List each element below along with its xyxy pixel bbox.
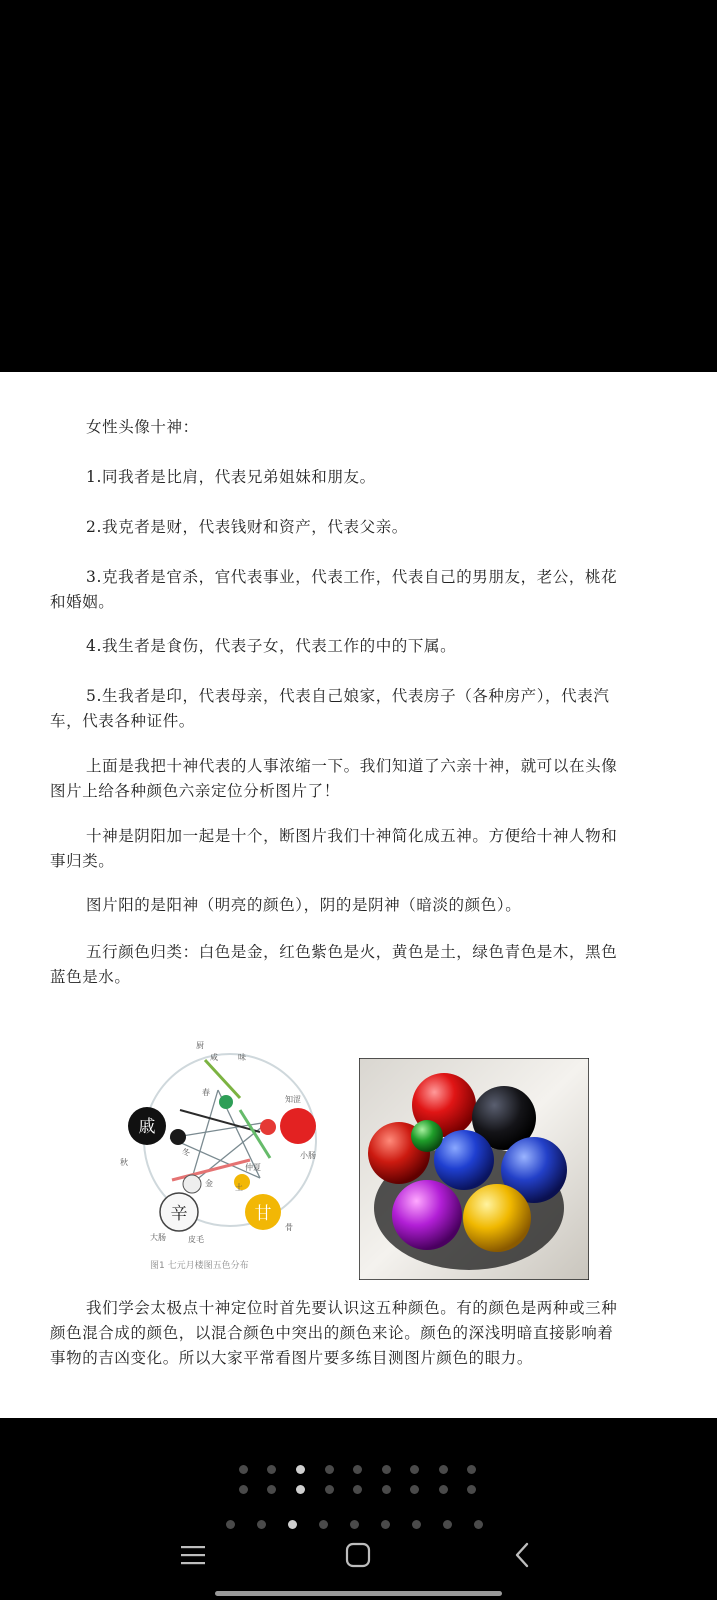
diagram-label: 土 bbox=[235, 1183, 243, 1192]
page-dot-active[interactable] bbox=[288, 1520, 297, 1529]
closing-line-3: 事物的吉凶变化。所以大家平常看图片要多练目测图片颜色的眼力。 bbox=[50, 1349, 534, 1367]
colored-balls-photo bbox=[359, 1058, 589, 1280]
diagram-label: 骨 bbox=[285, 1223, 293, 1232]
page-dot[interactable] bbox=[382, 1485, 391, 1494]
page-dot[interactable] bbox=[239, 1485, 248, 1494]
node-gold-label: 甘 bbox=[254, 1204, 272, 1224]
paragraph-4-line-2: 蓝色是水。 bbox=[50, 968, 131, 986]
diagram-label: 春 bbox=[202, 1088, 210, 1097]
page-dot[interactable] bbox=[410, 1485, 419, 1494]
diagram-label: 咸 bbox=[210, 1053, 218, 1062]
page-dot-active[interactable] bbox=[296, 1465, 305, 1474]
diagram-label: 厨 bbox=[196, 1041, 204, 1050]
diagram-label: 大肠 bbox=[150, 1233, 166, 1242]
page-dot[interactable] bbox=[467, 1485, 476, 1494]
closing-line-2: 颜色混合成的颜色，以混合颜色中突出的颜色来论。颜色的深浅明暗直接影响着 bbox=[50, 1324, 614, 1342]
page-dot[interactable] bbox=[443, 1520, 452, 1529]
page-dot[interactable] bbox=[267, 1485, 276, 1494]
page-dot-active[interactable] bbox=[296, 1485, 305, 1494]
item-1: 1.同我者是比肩，代表兄弟姐妹和朋友。 bbox=[86, 468, 376, 486]
heading: 女性头像十神： bbox=[86, 418, 199, 436]
page-dot[interactable] bbox=[267, 1465, 276, 1474]
diagram-label: 冬 bbox=[182, 1148, 190, 1157]
page-dot[interactable] bbox=[382, 1465, 391, 1474]
page-dot[interactable] bbox=[257, 1520, 266, 1529]
page-dot[interactable] bbox=[467, 1465, 476, 1474]
diagram-label: 味 bbox=[238, 1053, 246, 1062]
closing-line-1: 我们学会太极点十神定位时首先要认识这五种颜色。有的颜色是两种或三种 bbox=[86, 1299, 618, 1317]
page-indicator[interactable] bbox=[0, 1460, 717, 1530]
page-dot[interactable] bbox=[439, 1465, 448, 1474]
menu-icon bbox=[178, 1540, 208, 1570]
page-dot[interactable] bbox=[474, 1520, 483, 1529]
paragraph-3: 图片阳的是阳神（明亮的颜色），阴的是阴神（暗淡的颜色）。 bbox=[86, 896, 522, 914]
diagram-caption: 图1 七元月楼图五色分布 bbox=[150, 1261, 249, 1271]
back-button[interactable] bbox=[508, 1540, 538, 1570]
node-black-label: 戚 bbox=[138, 1117, 156, 1137]
paragraph-4-line-1: 五行颜色归类：白色是金，红色紫色是火，黄色是土，绿色青色是木，黑色 bbox=[86, 943, 618, 961]
diagram-label: 金 bbox=[205, 1179, 213, 1188]
document-page bbox=[0, 372, 717, 1418]
item-3-line-2: 和婚姻。 bbox=[50, 593, 115, 611]
paragraph-1-line-2: 图片上给各种颜色六亲定位分析图片了！ bbox=[50, 782, 340, 800]
item-3-line-1: 3.克我者是官杀，官代表事业，代表工作，代表自己的男朋友，老公，桃花 bbox=[86, 568, 618, 586]
item-5-line-1: 5.生我者是印，代表母亲，代表自己娘家，代表房子（各种房产），代表汽 bbox=[86, 687, 610, 705]
diagram-label: 皮毛 bbox=[188, 1235, 204, 1244]
page-dot[interactable] bbox=[439, 1485, 448, 1494]
page-dot[interactable] bbox=[350, 1520, 359, 1529]
menu-button[interactable] bbox=[178, 1540, 208, 1570]
diagram-label: 知涩 bbox=[285, 1095, 301, 1104]
page-dot[interactable] bbox=[319, 1520, 328, 1529]
page-dot[interactable] bbox=[353, 1465, 362, 1474]
five-elements-diagram bbox=[110, 1020, 345, 1280]
item-2: 2.我克者是财，代表钱财和资产，代表父亲。 bbox=[86, 518, 408, 536]
page-dot[interactable] bbox=[412, 1520, 421, 1529]
item-4: 4.我生者是食伤，代表子女，代表工作的中的下属。 bbox=[86, 637, 457, 655]
node-white-label: 辛 bbox=[170, 1204, 188, 1224]
page-dot[interactable] bbox=[226, 1520, 235, 1529]
page-dot[interactable] bbox=[325, 1485, 334, 1494]
page-dot[interactable] bbox=[239, 1465, 248, 1474]
home-button[interactable] bbox=[343, 1540, 373, 1570]
page-dot[interactable] bbox=[381, 1520, 390, 1529]
paragraph-2-line-2: 事归类。 bbox=[50, 852, 115, 870]
gesture-home-bar[interactable] bbox=[215, 1591, 502, 1596]
diagram-label: 秋 bbox=[120, 1158, 128, 1167]
paragraph-2-line-1: 十神是阴阳加一起是十个，断图片我们十神简化成五神。方便给十神人物和 bbox=[86, 827, 618, 845]
home-icon bbox=[343, 1540, 373, 1570]
paragraph-1-line-1: 上面是我把十神代表的人事浓缩一下。我们知道了六亲十神，就可以在头像 bbox=[86, 757, 618, 775]
diagram-label: 仲夏 bbox=[245, 1163, 261, 1172]
item-5-line-2: 车，代表各种证件。 bbox=[50, 712, 195, 730]
page-dot[interactable] bbox=[353, 1485, 362, 1494]
diagram-label: 小肠 bbox=[300, 1151, 316, 1160]
page-dot[interactable] bbox=[410, 1465, 419, 1474]
page-dot[interactable] bbox=[325, 1465, 334, 1474]
back-icon bbox=[508, 1540, 538, 1570]
